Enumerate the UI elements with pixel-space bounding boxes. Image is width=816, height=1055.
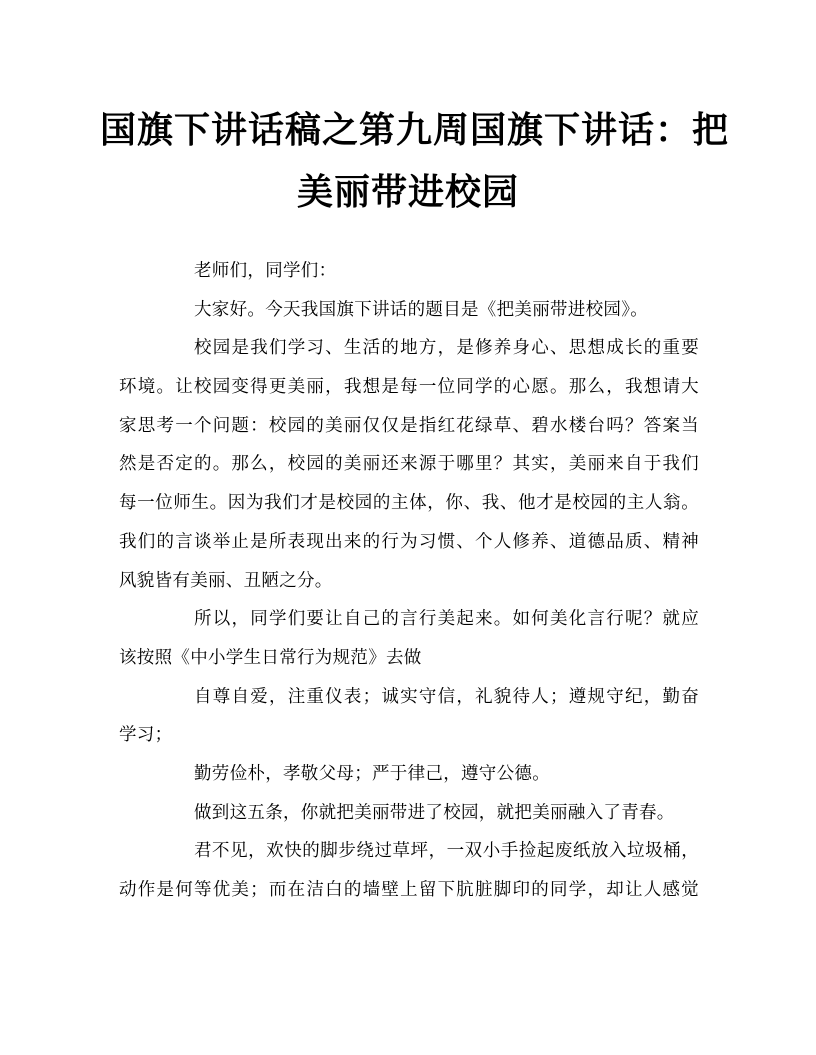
paragraph-line: 然是否定的。那么，校园的美丽还来源于哪里？其实，美丽来自于我们 [119, 454, 699, 475]
body-text [119, 252, 699, 910]
paragraph-line: 勤劳俭朴，孝敬父母；严于律己，遵守公德。 [194, 763, 550, 784]
paragraph-line: 风貌皆有美丽、丑陋之分。 [119, 570, 333, 591]
paragraph-line: 该按照《中小学生日常行为规范》去做 [119, 647, 422, 668]
paragraph-line: 所以，同学们要让自己的言行美起来。如何美化言行呢？就应 [194, 609, 699, 630]
paragraph-line: 我们的言谈举止是所表现出来的行为习惯、个人修养、道德品质、精神 [119, 531, 699, 552]
paragraph-line: 每一位师生。因为我们才是校园的主体，你、我、他才是校园的主人翁。 [119, 493, 699, 514]
paragraph-line: 校园是我们学习、生活的地方，是修养身心、思想成长的重要 [194, 338, 699, 359]
salutation-line: 老师们，同学们： [194, 261, 337, 281]
paragraph-line: 做到这五条，你就把美丽带进了校园，就把美丽融入了青春。 [194, 802, 675, 823]
paragraph-line: 学习； [119, 725, 173, 746]
paragraph-line: 家思考一个问题：校园的美丽仅仅是指红花绿草、碧水楼台吗？答案当 [119, 415, 699, 436]
paragraph-line: 动作是何等优美；而在洁白的墙壁上留下肮脏脚印的同学，却让人感觉 [119, 880, 699, 900]
document-title-line-1: 国旗下讲话稿之第九周国旗下讲话：把 [100, 109, 730, 151]
paragraph-line: 大家好。今天我国旗下讲话的题目是《把美丽带进校园》。 [194, 299, 649, 320]
paragraph-line: 自尊自爱，注重仪表；诚实守信，礼貌待人；遵规守纪，勤奋 [194, 686, 699, 707]
paragraph-line: 环境。让校园变得更美丽，我想是每一位同学的心愿。那么，我想请大 [119, 377, 699, 398]
paragraph-line: 君不见，欢快的脚步绕过草坪，一双小手捡起废纸放入垃圾桶， [194, 841, 699, 862]
document-title-line-2: 美丽带进校园 [296, 171, 519, 213]
